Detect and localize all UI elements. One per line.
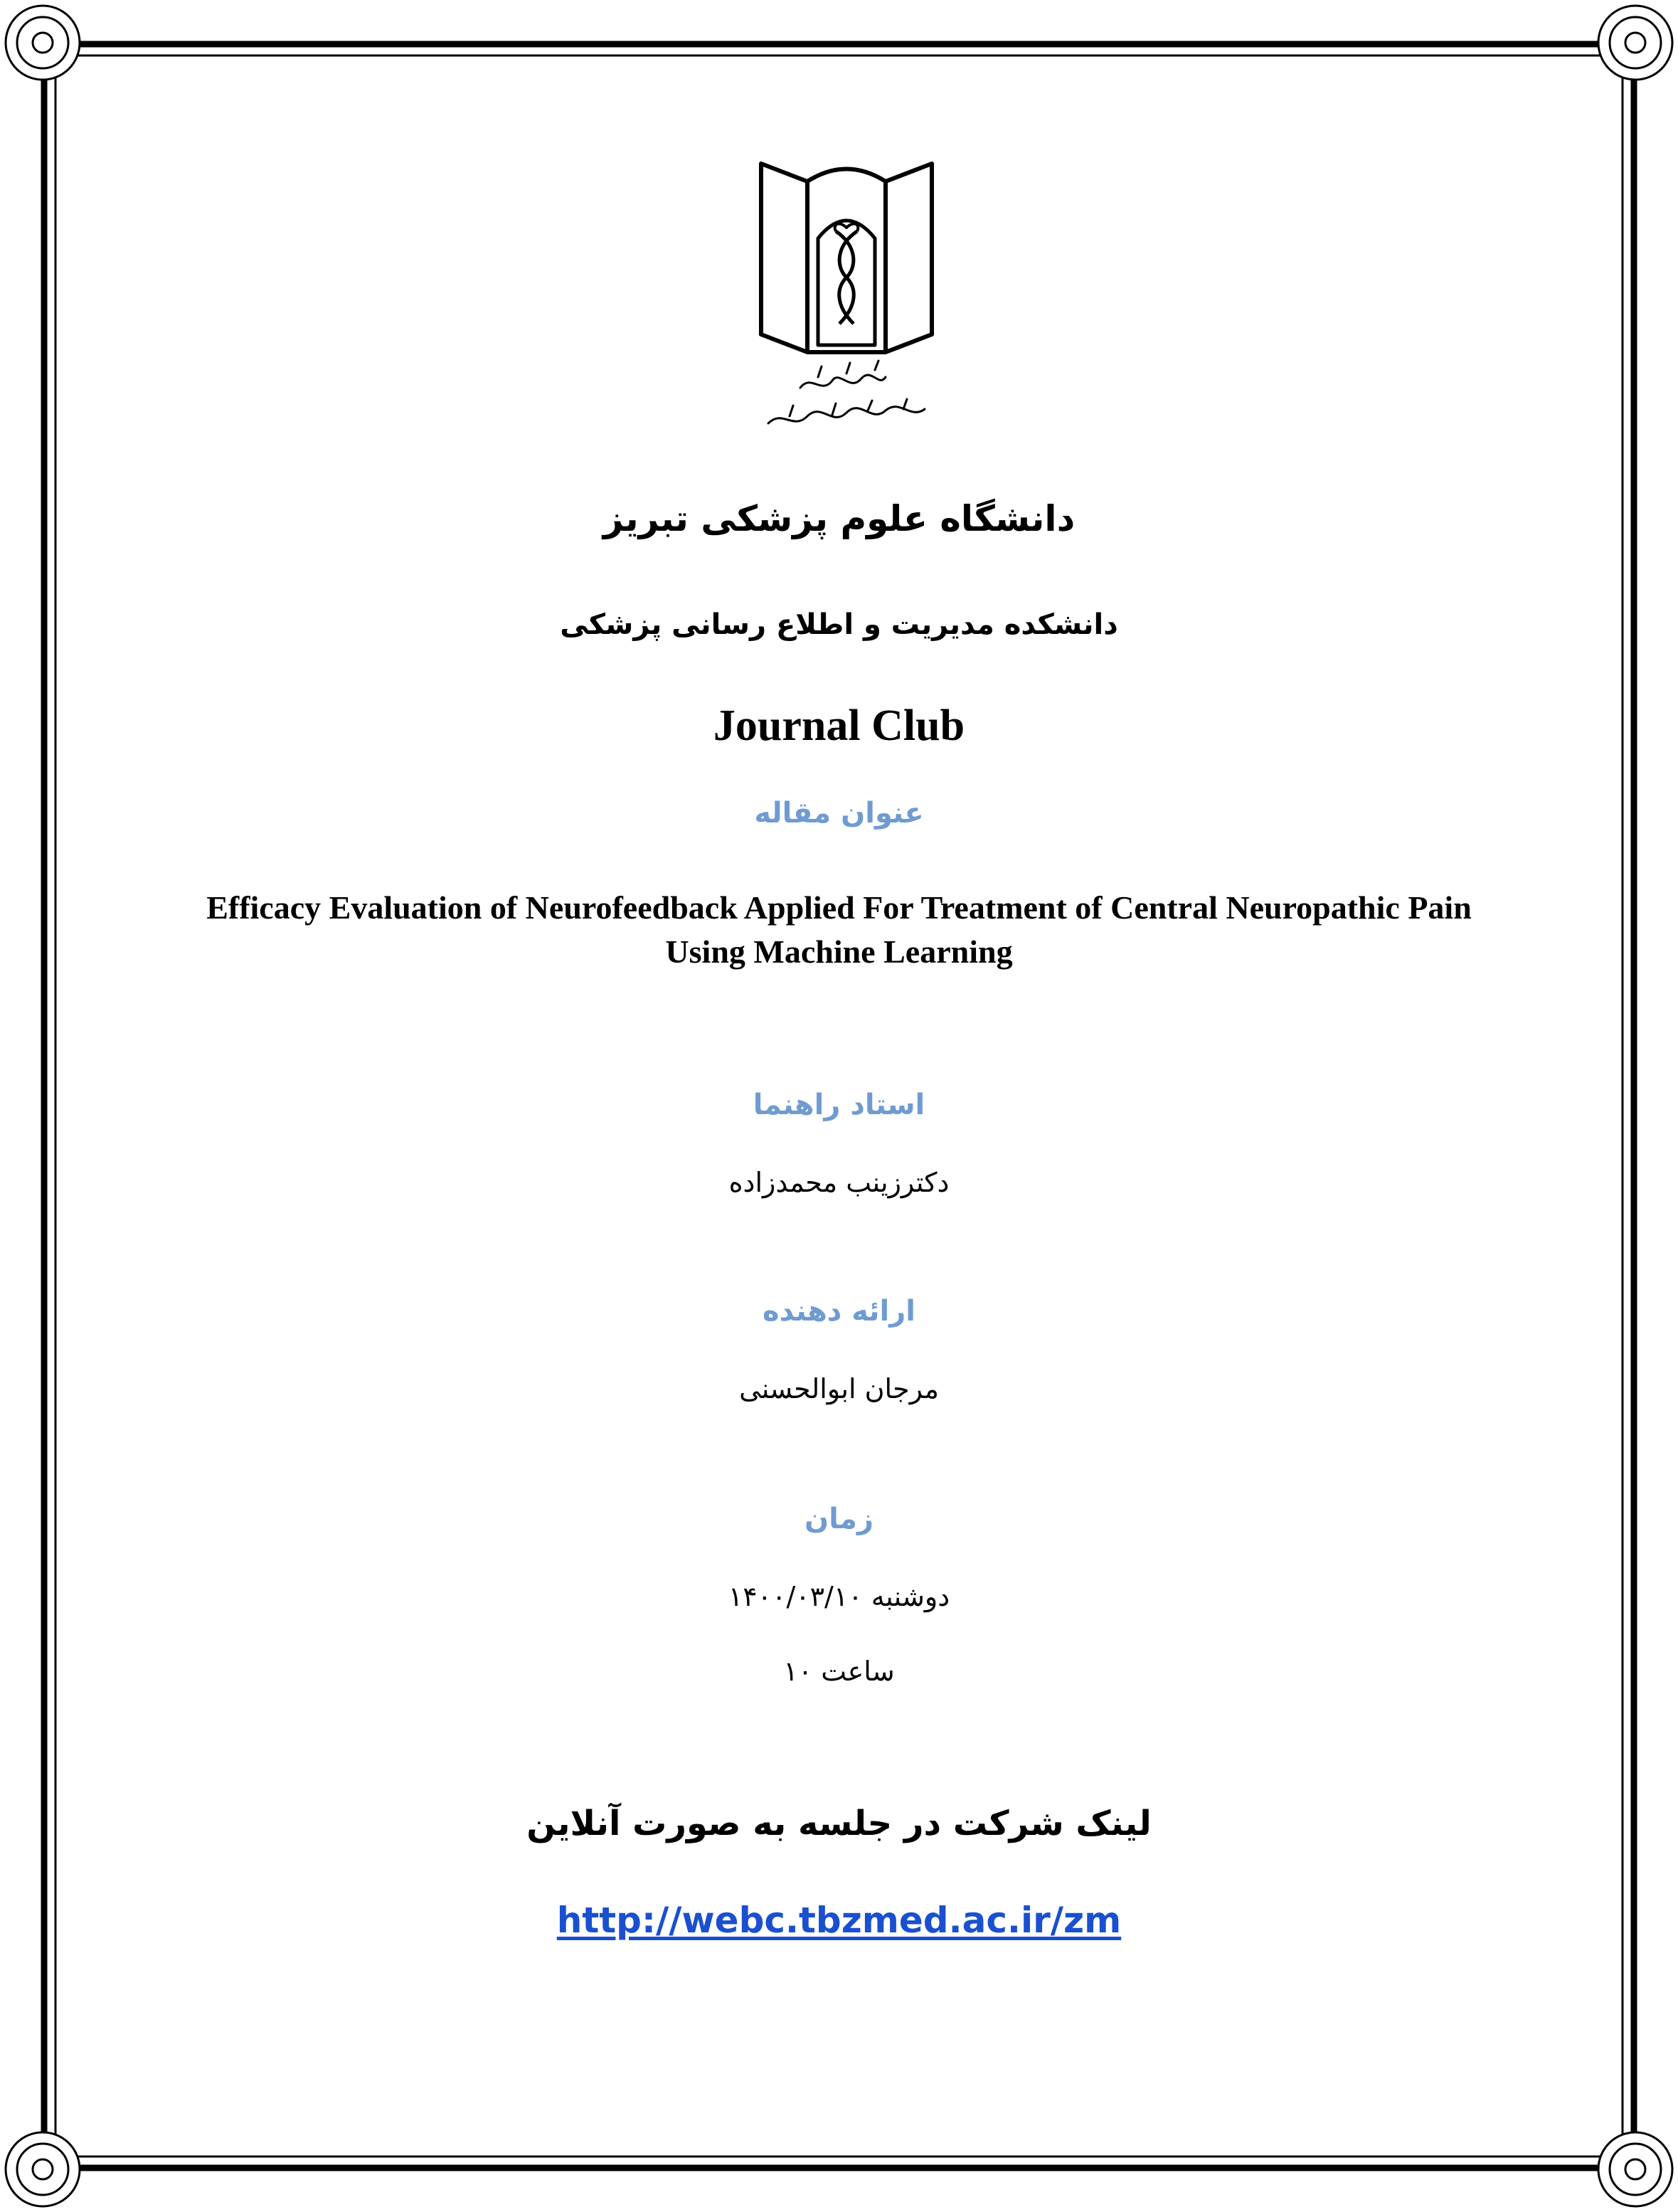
presenter-name: مرجان ابوالحسنی [739,1373,939,1404]
supervisor-name: دکترزینب محمدزاده [728,1167,950,1198]
presenter-label: ارائه دهنده [763,1295,915,1328]
article-title-line-1: Efficacy Evaluation of Neurofeedback Applied For Treatment of Central Neuropathic Pain [206,889,1472,926]
corner-ornament-top-left [6,6,80,80]
corner-ornament-top-right [1598,6,1672,80]
online-session-link-wrapper [0,1900,1678,1941]
session-date: دوشنبه ۱۴۰۰/۰۳/۱۰ [728,1581,950,1612]
corner-ornament-bottom-right [1598,2132,1672,2206]
online-session-link[interactable]: http://webc.tbzmed.ac.ir/zm [556,1900,1122,1941]
time-label: زمان [805,1503,873,1535]
corner-ornament-bottom-left [6,2132,80,2206]
university-name: دانشگاه علوم پزشکی تبریز [602,498,1076,539]
session-hour: ساعت ۱۰ [783,1656,895,1687]
online-session-label: لینک شرکت در جلسه به صورت آنلاین [526,1804,1152,1843]
event-title: Journal Club [713,702,965,750]
supervisor-label: استاد راهنما [753,1089,925,1121]
faculty-name: دانشکده مدیریت و اطلاع رسانی پزشکی [560,608,1118,641]
article-title-label: عنوان مقاله [754,797,924,830]
article-title-line-2: Using Machine Learning [665,933,1013,970]
article-title [0,886,1678,974]
university-logo [733,153,960,438]
